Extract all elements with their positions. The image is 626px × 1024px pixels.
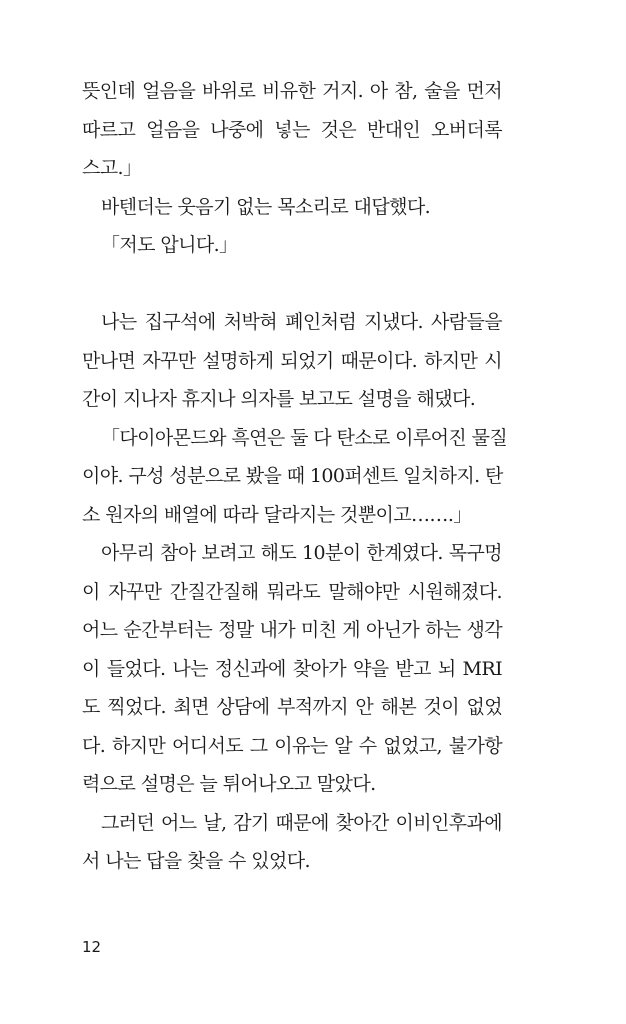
text-line: 다. 하지만 어디서도 그 이유는 알 수 없었고, 불가항 [82, 734, 502, 757]
text-line: 「다이아몬드와 흑연은 둘 다 탄소로 이루어진 물질 [101, 426, 508, 449]
text-line: 도 찍었다. 최면 상담에 부적까지 안 해본 것이 없었 [82, 696, 502, 718]
text-line: 스고.」 [82, 157, 142, 179]
section-break [82, 265, 502, 304]
text-line: 따르고 얼음을 나중에 넣는 것은 반대인 오버더록 [82, 118, 502, 141]
text-line: 나는 집구석에 처박혀 폐인처럼 지냈다. 사람들을 [101, 311, 502, 333]
body-text [82, 72, 508, 881]
text-line: 이 자꾸만 간질간질해 뭐라도 말해야만 시원해졌다. [82, 580, 502, 603]
page-number: 12 [82, 938, 102, 956]
text-line: 그러던 어느 날, 감기 때문에 찾아간 이비인후과에 [101, 811, 502, 834]
text-line: 이야. 구성 성분으로 봤을 때 100퍼센트 일치하지. 탄 [82, 465, 503, 487]
text-line: 이 들었다. 나는 정신과에 찾아가 약을 받고 뇌 MRI [82, 657, 502, 680]
text-line: 서 나는 답을 찾을 수 있었다. [82, 850, 310, 872]
text-line: 력으로 설명은 늘 튀어나오고 말았다. [82, 773, 376, 795]
text-line: 「저도 압니다.」 [101, 234, 238, 256]
text-line: 만나면 자꾸만 설명하게 되었기 때문이다. 하지만 시 [82, 349, 502, 372]
text-line: 어느 순간부터는 정말 내가 미친 게 아닌가 하는 생각 [82, 619, 502, 641]
text-line: 바텐더는 웃음기 없는 목소리로 대답했다. [101, 195, 431, 218]
text-line: 뜻인데 얼음을 바위로 비유한 거지. 아 참, 술을 먼저 [82, 80, 502, 102]
text-line: 간이 지나자 휴지나 의자를 보고도 설명을 해댔다. [82, 388, 476, 410]
text-line: 아무리 참아 보려고 해도 10분이 한계였다. 목구멍 [101, 542, 502, 564]
text-line: 소 원자의 배열에 따라 달라지는 것뿐이고…….」 [82, 503, 472, 526]
